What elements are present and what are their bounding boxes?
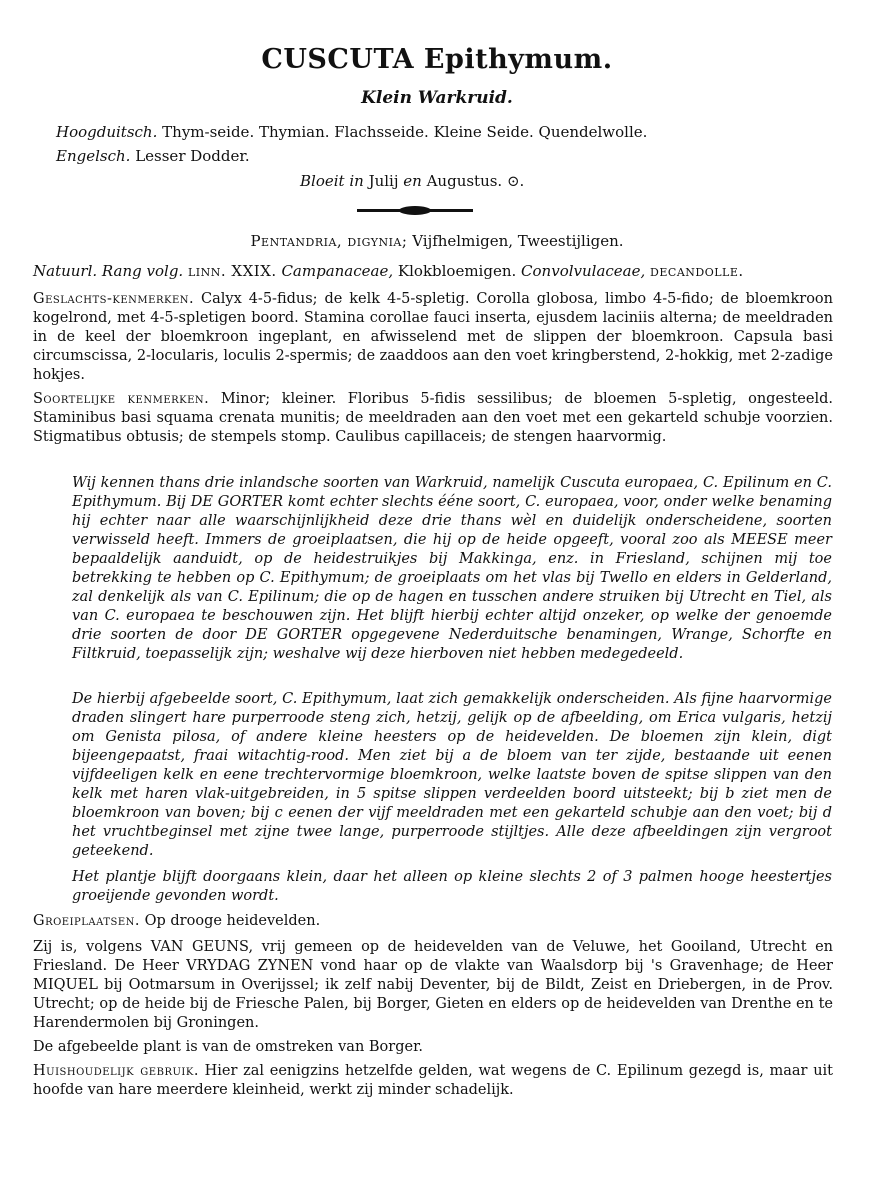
- classification-line: [0, 232, 874, 250]
- household-use-text: Hier zal eenigzins hetzelfde gelden, wat wegens de C. Epilinum gezegd is, maar uit hoofde van hare meerdere kleinheid, werkt zij minder schadelijk.: [33, 1063, 833, 1098]
- paragraph-depicted-plant: De afgebeelde plant is van de omstreken van Borger.: [33, 1039, 424, 1055]
- natural-rank-label: Natuurl. Rang volg.: [33, 262, 184, 280]
- ornamental-divider: [357, 209, 473, 212]
- linnaean-class: Pentandria, digynia;: [250, 232, 408, 250]
- genus-characters-label: Geslachts-kenmerken.: [33, 291, 195, 307]
- genus-characters-text: Calyx 4-5-fidus; de kelk 4-5-spletig. Corolla globosa, limbo 4-5-fido; de bloemkroon kogelrond, met 4-5-spletigen boord. Stamina corollae fauci inserta, ejusdem laciniis alterna; de meeldraden in de keel der bloemkroon ingeplant, en afwisselend met de slippen der bloemkroon. Capsula basi circumscissa, 2-locularis, loculis 2-spermis; de zaaddoos aan den voet kringberstend, 2-hokkig, met 2-zadige hokjes.: [33, 291, 833, 383]
- english-label: Engelsch.: [56, 147, 131, 165]
- klokbloemigen: Klokbloemigen.: [397, 262, 517, 280]
- common-names: [56, 120, 836, 168]
- paragraph-plant-size: Het plantje blijft doorgaans klein, daar het alleen op kleine slechts 2 of 3 palmen hooge heestertjes groeijende gevonden wordt.: [72, 869, 832, 904]
- species-characters-text: Minor; kleiner. Floribus 5-fidis sessilibus; de bloemen 5-spletig, ongesteeld. Staminibus basi squama crenata munitis; de meeldraden aan den voet met een gekarteld schubje voorzien. Stigmatibus obtusis; de stempels stomp. Caulibus capillaceis; de stengen haarvormig.: [33, 391, 833, 445]
- habitat-label: Groeiplaatsen.: [33, 913, 141, 929]
- linn-ref: linn. XXIX.: [188, 262, 277, 280]
- paragraph-illustration: De hierbij afgebeelde soort, C. Epithymum, laat zich gemakkelijk onderscheiden. Als fijne haarvormige draden slingert hare purperroode steng zich, hetzij, gelijk op de afbeelding, om Erica vulgaris, hetzij om Genista pilosa, of andere kleine heesters op de heidevelden. De bloemen zijn klein, digt bijeengepaatst, fraai witachtig-rood. Men ziet bij a de bloem van ter zijde, bestaande uit eenen vijfdeeligen kelk en eene trechtervormige bloemkroon, welke laatste boven de spitse slippen van den kelk met haren vlak-uitgebreiden, in 5 spitse slippen verdeelden boord uitsteekt; bij b ziet men de bloemkroon van boven; bij c eenen der vijf meeldraden met een gekarteld schubje aan den voet; bij d het vruchtbeginsel met zijne twee lange, purperroode stijltjes. Alle deze afbeeldingen zijn vergroot geteekend.: [72, 691, 832, 859]
- class-dutch: Vijfhelmigen, Tweestijligen.: [412, 232, 624, 250]
- campanaceae: Campanaceae,: [281, 262, 394, 280]
- household-use-label: Huishoudelijk gebruik.: [33, 1063, 199, 1079]
- bloom-month-a: Julij: [368, 172, 399, 190]
- bloom-en: en: [403, 172, 422, 190]
- page-title: CUSCUTA Epithymum.: [261, 44, 613, 75]
- species-characters: [33, 390, 833, 447]
- german-label: Hoogduitsch.: [56, 123, 158, 141]
- bloom-month-b: Augustus.: [426, 172, 503, 190]
- bloom-prefix: Bloeit in: [300, 172, 364, 190]
- dutch-name: Klein Warkruid.: [361, 88, 513, 108]
- genus-characters: [33, 290, 833, 385]
- convolvulaceae: Convolvulaceae,: [521, 262, 646, 280]
- household-use: [33, 1062, 833, 1100]
- habitat-text: Op drooge heidevelden.: [144, 913, 321, 929]
- german-names-line: [56, 120, 836, 144]
- paragraph-localities: Zij is, volgens VAN GEUNS, vrij gemeen op de heidevelden van de Veluwe, het Gooiland, Utrecht en Friesland. De Heer VRYDAG ZYNEN vond haar op de vlakte van Waalsdorp bij 's Gravenhage; de Heer MIQUEL bij Ootmarsum in Overijssel; ik zelf nabij Deventer, bij de Bildt, Zeist en Driebergen, in de Prov. Utrecht; op de heide bij de Friesche Palen, bij Borger, Gieten en elders op de heidevelden van Drenthe en te Harendermolen bij Groningen.: [33, 939, 833, 1031]
- english-names: Lesser Dodder.: [135, 147, 250, 165]
- natural-rank: [33, 262, 833, 281]
- annual-symbol: ⊙.: [506, 172, 525, 190]
- german-names: Thym-seide. Thymian. Flachsseide. Kleine Seide. Quendelwolle.: [162, 123, 648, 141]
- species-characters-label: Soortelijke kenmerken.: [33, 391, 210, 407]
- habitat: [33, 912, 833, 931]
- bloom-period: [300, 172, 524, 190]
- paragraph-known-species: Wij kennen thans drie inlandsche soorten van Warkruid, namelijk Cuscuta europaea, C. Epilinum en C. Epithymum. Bij DE GORTER komt echter slechts ééne soort, C. europaea, voor, onder welke benaming hij echter naar alle waarschijnlijkheid deze drie thans wèl en duidelijk onderscheidene, soorten verwisseld heeft. Immers de groeiplaatsen, die hij op de heide opgeeft, vooral zoo als MEESE meer bepaaldelijk aanduidt, op de heidestruikjes bij Makkinga, enz. in Friesland, schijnen mij toe betrekking te hebben op C. Epithymum; de groeiplaats om het vlas bij Twello en elders in Gelderland, zal denkelijk als van C. Epilinum; die op de hagen en tusschen andere struiken bij Utrecht en Tiel, als van C. europaea te beschouwen zijn. Het blijft hierbij echter altijd onzeker, op welke der genoemde drie soorten de door DE GORTER opgegevene Nederduitsche benamingen, Wrange, Schorfte en Filtkruid, toepasselijk zijn; weshalve wij deze hierboven niet hebben medegedeeld.: [72, 475, 832, 662]
- decandolle-ref: decandolle.: [650, 262, 744, 280]
- english-names-line: [56, 144, 836, 168]
